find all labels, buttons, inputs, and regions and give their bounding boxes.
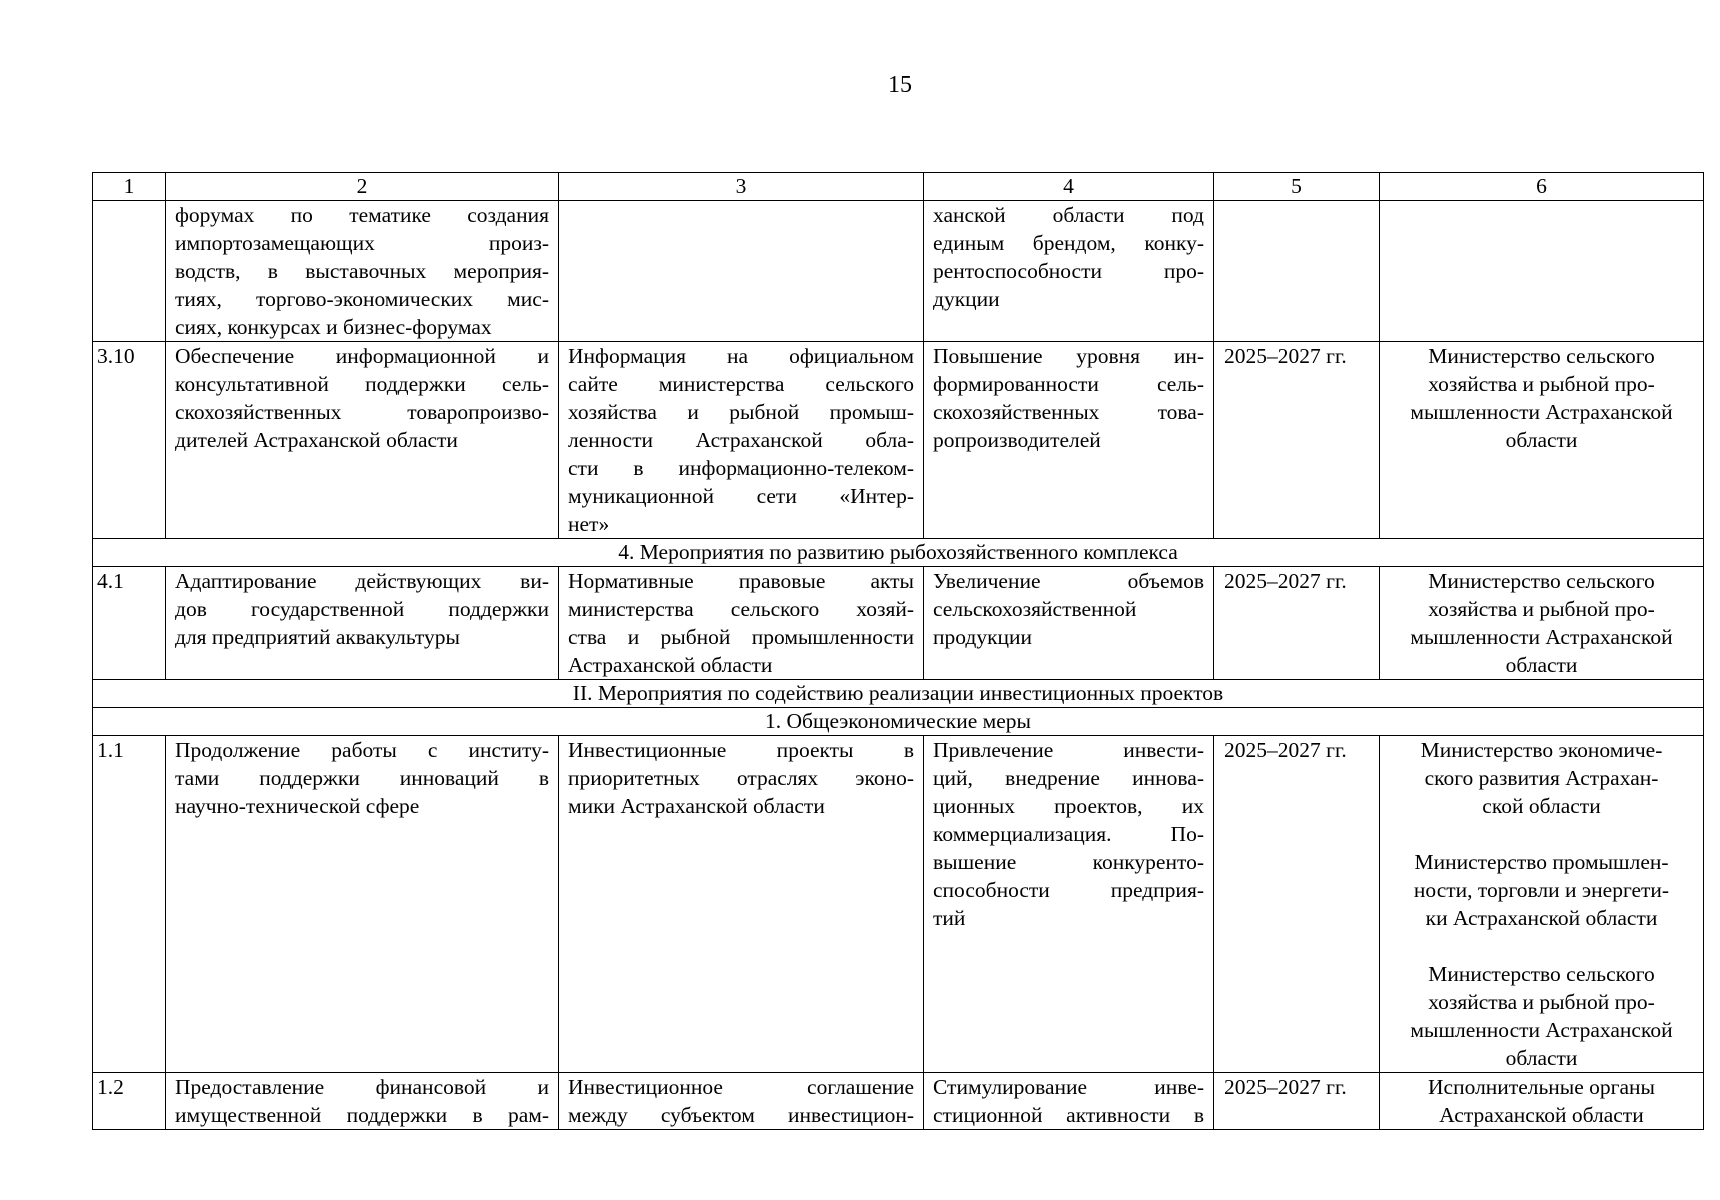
text-line: ской области: [1482, 794, 1601, 818]
period-cell: [1214, 201, 1380, 342]
text-line: Астраханской области: [1439, 1103, 1644, 1127]
measure-cell: [166, 342, 559, 539]
table-row: [93, 342, 1704, 539]
text-line: Министерство экономиче-: [1420, 738, 1663, 762]
section-row: [93, 708, 1704, 736]
text-line: сельскохозяйственной: [933, 597, 1137, 621]
text-line: тами поддержки инноваций в: [175, 766, 549, 790]
period-cell: 2025–2027 гг.: [1214, 1073, 1380, 1130]
text-line: Адаптирование действующих ви-: [175, 569, 549, 593]
text-line: хозяйства и рыбной про-: [1428, 597, 1655, 621]
table-header-row: [93, 173, 1704, 201]
text-line: ства и рыбной промышленности: [568, 625, 914, 649]
responsible-cell: [1380, 342, 1704, 539]
header-cell: 2: [166, 173, 559, 201]
text-line: имущественной поддержки в рам-: [175, 1103, 549, 1127]
text-line: между субъектом инвестицион-: [568, 1103, 914, 1127]
text-line: Министерство промышлен-: [1414, 850, 1669, 874]
text-line: нет»: [568, 512, 610, 536]
expected-result-cell: [924, 201, 1214, 342]
row-number-cell: 1.2: [93, 1073, 166, 1130]
row-number-cell: [93, 201, 166, 342]
text-line: сайте министерства сельского: [568, 372, 914, 396]
text-line: Повышение уровня ин-: [933, 344, 1204, 368]
text-line: Информация на официальном: [568, 344, 914, 368]
expected-result-cell: [924, 342, 1214, 539]
text-line: единым брендом, конку-: [933, 231, 1204, 255]
text-line: дукции: [933, 287, 1000, 311]
text-line: скохозяйственных товаропроизво-: [175, 400, 549, 424]
expected-result-cell: [924, 736, 1214, 1073]
text-line: области: [1505, 653, 1578, 677]
text-line: Нормативные правовые акты: [568, 569, 914, 593]
paragraph-gap: [1389, 932, 1694, 960]
text-line: Инвестиционное соглашение: [568, 1075, 914, 1099]
text-line: сиях, конкурсах и бизнес-форумах: [175, 315, 492, 339]
text-line: ций, внедрение иннова-: [933, 766, 1204, 790]
text-line: ханской области под: [933, 203, 1204, 227]
text-line: хозяйства и рыбной промыш-: [568, 400, 914, 424]
text-line: Министерство сельского: [1428, 962, 1655, 986]
table-row: [93, 567, 1704, 680]
responsible-cell: [1380, 201, 1704, 342]
text-line: хозяйства и рыбной про-: [1428, 372, 1655, 396]
row-number-cell: 1.1: [93, 736, 166, 1073]
responsible-cell: [1380, 567, 1704, 680]
text-line: Исполнительные органы: [1428, 1075, 1655, 1099]
header-cell: 1: [93, 173, 166, 201]
text-line: импортозамещающих произ-: [175, 231, 549, 255]
text-line: области: [1505, 1046, 1578, 1070]
text-line: мышленности Астраханской: [1410, 1018, 1673, 1042]
text-line: научно-технической сфере: [175, 794, 420, 818]
text-line: форумах по тематике создания: [175, 203, 549, 227]
text-line: вышение конкуренто-: [933, 850, 1204, 874]
table-row: [93, 201, 1704, 342]
text-line: хозяйства и рыбной про-: [1428, 990, 1655, 1014]
text-line: ропроизводителей: [933, 428, 1101, 452]
text-line: Обеспечение информационной и: [175, 344, 549, 368]
text-line: ленности Астраханской обла-: [568, 428, 914, 452]
text-line: коммерциализация. По-: [933, 822, 1204, 846]
text-line: дителей Астраханской области: [175, 428, 458, 452]
result-document-cell: [559, 1073, 924, 1130]
text-line: Продолжение работы с институ-: [175, 738, 549, 762]
text-line: мышленности Астраханской: [1410, 400, 1673, 424]
measure-cell: [166, 201, 559, 342]
text-line: водств, в выставочных мероприя-: [175, 259, 549, 283]
header-cell: 3: [559, 173, 924, 201]
row-number-cell: 3.10: [93, 342, 166, 539]
section-row: [93, 680, 1704, 708]
result-document-cell: [559, 567, 924, 680]
period-cell: 2025–2027 гг.: [1214, 736, 1380, 1073]
text-line: мики Астраханской области: [568, 794, 825, 818]
table-row: [93, 1073, 1704, 1130]
header-cell: 5: [1214, 173, 1380, 201]
table-row: [93, 736, 1704, 1073]
text-line: Министерство сельского: [1428, 344, 1655, 368]
text-line: способности предприя-: [933, 878, 1204, 902]
text-line: для предприятий аквакультуры: [175, 625, 460, 649]
result-document-cell: [559, 736, 924, 1073]
paragraph-gap: [1389, 820, 1694, 848]
header-cell: 6: [1380, 173, 1704, 201]
measure-cell: [166, 567, 559, 680]
expected-result-cell: [924, 1073, 1214, 1130]
responsible-cell: [1380, 1073, 1704, 1130]
section-row: [93, 539, 1704, 567]
expected-result-cell: [924, 567, 1214, 680]
period-cell: 2025–2027 гг.: [1214, 342, 1380, 539]
text-line: дов государственной поддержки: [175, 597, 549, 621]
text-line: министерства сельского хозяй-: [568, 597, 914, 621]
text-line: ционных проектов, их: [933, 794, 1204, 818]
text-line: стиционной активности в: [933, 1103, 1204, 1127]
text-line: сти в информационно-телеком-: [568, 456, 914, 480]
period-cell: 2025–2027 гг.: [1214, 567, 1380, 680]
measures-table: [92, 172, 1704, 1130]
measure-cell: [166, 1073, 559, 1130]
text-line: тий: [933, 906, 966, 930]
text-line: ского развития Астрахан-: [1424, 766, 1659, 790]
text-line: консультативной поддержки сель-: [175, 372, 549, 396]
result-document-cell: [559, 342, 924, 539]
text-line: Привлечение инвести-: [933, 738, 1204, 762]
section-heading: 4. Мероприятия по развитию рыбохозяйственного комплекса: [93, 539, 1704, 567]
text-line: Увеличение объемов: [933, 569, 1204, 593]
text-line: области: [1505, 428, 1578, 452]
text-line: рентоспособности про-: [933, 259, 1204, 283]
header-cell: 4: [924, 173, 1214, 201]
text-line: Стимулирование инве-: [933, 1075, 1204, 1099]
text-line: мышленности Астраханской: [1410, 625, 1673, 649]
measure-cell: [166, 736, 559, 1073]
page-number: 15: [888, 72, 912, 98]
text-line: Инвестиционные проекты в: [568, 738, 914, 762]
text-line: ности, торговли и энергети-: [1413, 878, 1670, 902]
text-line: Предоставление финансовой и: [175, 1075, 549, 1099]
text-line: приоритетных отраслях эконо-: [568, 766, 914, 790]
text-line: тиях, торгово-экономических мис-: [175, 287, 549, 311]
result-document-cell: [559, 201, 924, 342]
text-line: формированности сель-: [933, 372, 1204, 396]
text-line: ки Астраханской области: [1425, 906, 1658, 930]
text-line: муникационной сети «Интер-: [568, 484, 914, 508]
subsection-heading: 1. Общеэкономические меры: [93, 708, 1704, 736]
responsible-cell: [1380, 736, 1704, 1073]
text-line: Астраханской области: [568, 653, 773, 677]
text-line: Министерство сельского: [1428, 569, 1655, 593]
section-heading: II. Мероприятия по содействию реализации инвестиционных проектов: [93, 680, 1704, 708]
row-number-cell: 4.1: [93, 567, 166, 680]
text-line: продукции: [933, 625, 1033, 649]
text-line: скохозяйственных това-: [933, 400, 1204, 424]
